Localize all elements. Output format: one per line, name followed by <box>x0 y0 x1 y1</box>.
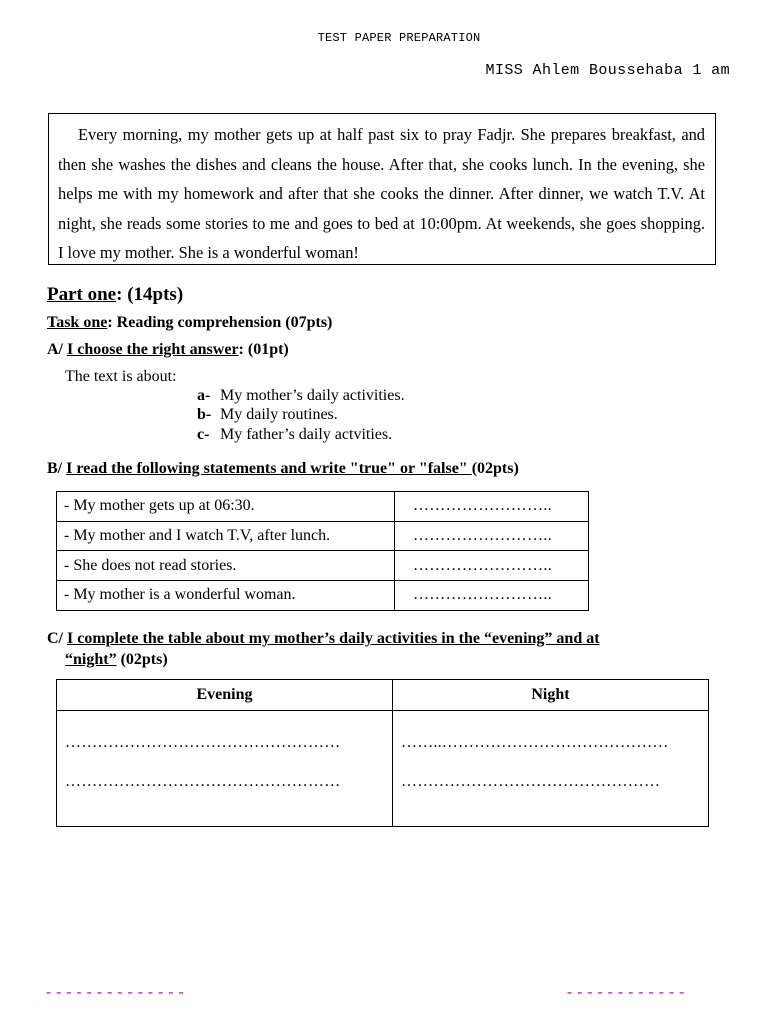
true-false-table <box>56 491 589 611</box>
reading-passage: Every morning, my mother gets up at half past six to pray Fadjr. She prepares breakfast, and then she washes the dishes and cleans the house. After that, she cooks lunch. In the evening, she helps me with my homework and after that she cooks the dinner. After dinner, we watch T.V. At night, she reads some stories to me and goes to bed at 10:00pm. At weekends, she goes shopping. I love my mother. She is a wonderful woman! <box>48 113 716 265</box>
part-one-points: : (14pts) <box>116 284 184 305</box>
answer-line[interactable]: ………………………………………… <box>401 773 661 790</box>
question-stem: The text is about: <box>65 368 177 385</box>
section-c-heading <box>47 628 727 670</box>
option-letter: c- <box>197 426 210 443</box>
teacher-name: MISS Ahlem Boussehaba 1 am <box>485 62 730 79</box>
option-text: My mother’s daily activities. <box>220 387 405 404</box>
statement-cell: - My mother and I watch T.V, after lunch. <box>57 521 395 551</box>
statement-cell: - My mother gets up at 06:30. <box>57 492 395 522</box>
table-row <box>57 551 589 581</box>
part-one-heading <box>47 284 183 306</box>
task-one-label: Task one <box>47 314 108 331</box>
table-row <box>57 711 709 827</box>
section-b-heading <box>47 460 519 478</box>
answer-blank[interactable]: …………………….. <box>395 521 589 551</box>
evening-header: Evening <box>57 680 393 711</box>
evening-night-table <box>56 679 709 827</box>
section-a-points: : (01pt) <box>238 341 289 358</box>
evening-cell[interactable] <box>57 711 393 827</box>
night-header: Night <box>393 680 709 711</box>
statement-cell: - My mother is a wonderful woman. <box>57 581 395 611</box>
option-c[interactable] <box>197 426 392 444</box>
table-header-row <box>57 680 709 711</box>
section-b-instruction: I read the following statements and write "true" or "false" <box>66 460 472 477</box>
section-a-heading <box>47 341 289 359</box>
task-one-heading <box>47 314 332 332</box>
answer-blank[interactable]: …………………….. <box>395 551 589 581</box>
page-header-title: TEST PAPER PREPARATION <box>317 31 481 45</box>
statement-cell: - She does not read stories. <box>57 551 395 581</box>
option-letter: a- <box>197 387 211 404</box>
night-cell[interactable] <box>393 711 709 827</box>
answer-blank[interactable]: …………………….. <box>395 492 589 522</box>
option-text: My father’s daily actvities. <box>220 426 393 443</box>
answer-line[interactable]: ……..…………………………………… <box>401 734 669 751</box>
answer-line[interactable]: …………………………………………… <box>65 773 341 790</box>
part-one-label: Part one <box>47 284 117 305</box>
option-text: My daily routines. <box>220 406 338 423</box>
option-b[interactable] <box>197 406 338 424</box>
section-c-prefix: C/ <box>47 630 67 647</box>
section-a-prefix: A/ <box>47 341 67 358</box>
section-a-instruction: I choose the right answer <box>67 341 239 358</box>
section-c-instruction: I complete the table about my mother’s daily activities in the “evening” and at <box>67 630 600 647</box>
option-a[interactable] <box>197 387 405 405</box>
answer-line[interactable]: …………………………………………… <box>65 734 341 751</box>
section-c-instruction-cont: “night” <box>65 651 117 668</box>
footer-divider-right: ------------ <box>565 985 688 1002</box>
footer-divider-left: -------------- <box>44 985 187 1002</box>
table-row <box>57 492 589 522</box>
task-one-title: : Reading comprehension (07pts) <box>107 314 333 331</box>
section-b-points: (02pts) <box>471 460 519 477</box>
table-row <box>57 581 589 611</box>
section-c-points: (02pts) <box>116 651 168 668</box>
section-b-prefix: B/ <box>47 460 67 477</box>
option-letter: b- <box>197 406 212 423</box>
answer-blank[interactable]: …………………….. <box>395 581 589 611</box>
table-row <box>57 521 589 551</box>
